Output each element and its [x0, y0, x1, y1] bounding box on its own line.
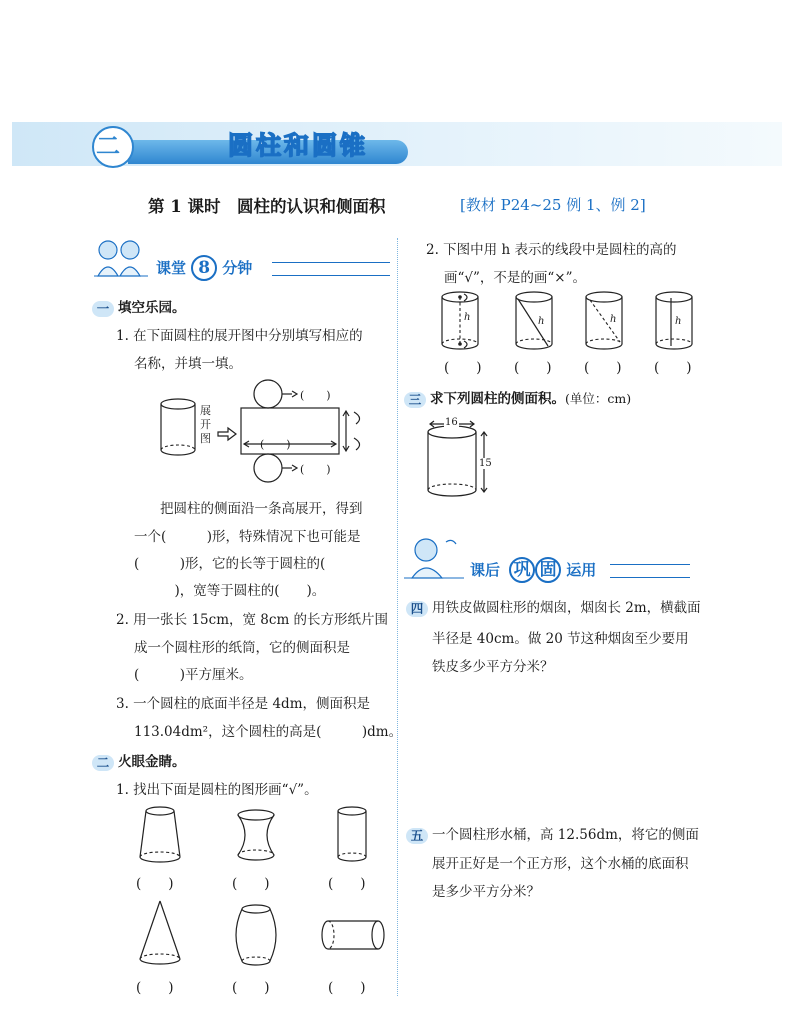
shape-cylinder [338, 807, 366, 861]
dim-side: 15 [479, 458, 492, 469]
girl-illustration [404, 534, 464, 580]
column-divider [397, 238, 398, 996]
height-cylinder-2 [516, 292, 552, 349]
unfold-label-1: 展 [200, 404, 211, 417]
after-header-c2: 固 [535, 557, 561, 583]
s2q2-line2: 画“√”，不是的画“×”。 [444, 270, 587, 286]
s2q2-line1: 2. 下图中用 h 表示的线段中是圆柱的高的 [426, 242, 677, 258]
s1q1-fill-2: 一个( )形，特殊情况下也可能是 [134, 529, 361, 545]
shape-answer-6: ( ) [328, 980, 366, 996]
height-answer-4: ( ) [654, 360, 692, 376]
shape-answer-3: ( ) [328, 876, 366, 892]
h-label-1: h [464, 312, 471, 323]
class-header-lines [272, 262, 390, 276]
height-cylinder-4 [656, 292, 692, 349]
section3-heading [404, 387, 631, 408]
section2-heading [92, 750, 186, 771]
s2q1-text: 1. 找出下面是圆柱的图形画“√”。 [116, 782, 318, 798]
s1q1-line2: 名称，并填一填。 [134, 356, 242, 372]
s5-line1 [406, 823, 699, 844]
blank-top-circle: ( ) [300, 389, 331, 402]
section4-badge: 四 [406, 601, 428, 617]
shape-hourglass [238, 810, 274, 860]
height-cylinder-1 [442, 292, 478, 349]
s4-line3: 铁皮多少平方分米？ [432, 659, 554, 675]
s5-line3: 是多少平方分米？ [432, 884, 540, 900]
s1q1-fill-3: ( )形，它的长等于圆柱的( [134, 556, 326, 572]
blank-rect-length: ( ) [260, 438, 291, 451]
h-label-4: h [675, 316, 682, 327]
section2-title: 火眼金睛。 [118, 754, 186, 770]
unfold-label [200, 404, 212, 446]
shape-horizontal-cylinder [322, 921, 384, 949]
s4-text-1: 用铁皮做圆柱形的烟囱，烟囱长 2m，横截面 [432, 600, 701, 616]
shape-answer-2: ( ) [232, 876, 270, 892]
class-header [156, 255, 252, 281]
section1-badge: 一 [92, 301, 114, 317]
s5-text-1: 一个圆柱形水桶，高 12.56dm，将它的侧面 [432, 827, 699, 843]
class-header-left: 课堂 [156, 259, 187, 277]
s4-line1 [406, 596, 701, 617]
class-header-circle: 8 [191, 255, 217, 281]
section3-title: 求下列圆柱的侧面积。 [430, 391, 565, 407]
unfold-label-2: 开 [200, 418, 211, 431]
cylinder-net-diagram [156, 378, 376, 488]
shape-barrel [236, 905, 276, 965]
h-label-3: h [610, 314, 617, 325]
kids-illustration [92, 238, 152, 278]
section3-unit: (单位：cm) [565, 391, 632, 406]
height-answer-3: ( ) [584, 360, 622, 376]
shape-answer-4: ( ) [136, 980, 174, 996]
class-header-right: 分钟 [222, 259, 253, 277]
s1q3-line1: 3. 一个圆柱的底面半径是 4dm，侧面积是 [116, 696, 370, 712]
s5-line2: 展开正好是一个正方形，这个水桶的底面积 [432, 856, 689, 872]
after-header-left: 课后 [470, 561, 501, 579]
height-cylinders [440, 290, 710, 360]
s1q2-line3: ( )平方厘米。 [134, 667, 253, 683]
section3-badge: 三 [404, 392, 426, 408]
after-header-right: 运用 [566, 561, 597, 579]
s1q1-fill-4: )，宽等于圆柱的( )。 [134, 583, 326, 599]
shape-answer-1: ( ) [136, 876, 174, 892]
unit-title: 圆柱和圆锥 [228, 131, 369, 160]
dim-top: 16 [445, 417, 458, 428]
section2-badge: 二 [92, 755, 114, 771]
height-answer-2: ( ) [514, 360, 552, 376]
shape-answer-5: ( ) [232, 980, 270, 996]
height-answer-1: ( ) [444, 360, 482, 376]
blank-bottom-circle: ( ) [300, 463, 331, 476]
after-header-c1: 巩 [509, 557, 535, 583]
s4-line2: 半径是 40cm。做 20 节这种烟囱至少要用 [432, 631, 689, 647]
after-header [470, 557, 596, 583]
s1q2-line2: 成一个圆柱形的纸筒，它的侧面积是 [134, 640, 350, 656]
height-cylinder-3 [586, 292, 622, 349]
section1-heading [92, 296, 186, 317]
s1q2-line1: 2. 用一张长 15cm，宽 8cm 的长方形纸片围 [116, 612, 389, 628]
section5-badge: 五 [406, 828, 428, 844]
s1q1-fill-1: 把圆柱的侧面沿一条高展开，得到 [160, 501, 363, 517]
shape-frustum [140, 807, 180, 862]
unit-number: 二 [96, 132, 120, 160]
unfold-label-3: 图 [200, 432, 211, 445]
lesson-title: 第 1 课时 圆柱的认识和侧面积 [148, 197, 386, 216]
section1-title: 填空乐园。 [118, 300, 186, 316]
shape-cone [140, 901, 180, 964]
after-header-lines [610, 564, 690, 578]
shapes-grid [130, 805, 390, 1005]
h-label-2: h [538, 316, 545, 327]
s1q1-line1: 1. 在下面圆柱的展开图中分别填写相应的 [116, 328, 363, 344]
s1q3-line2: 113.04dm²，这个圆柱的高是( )dm。 [134, 724, 403, 740]
lesson-reference: [教材 P24~25 例 1、例 2] [460, 196, 646, 214]
